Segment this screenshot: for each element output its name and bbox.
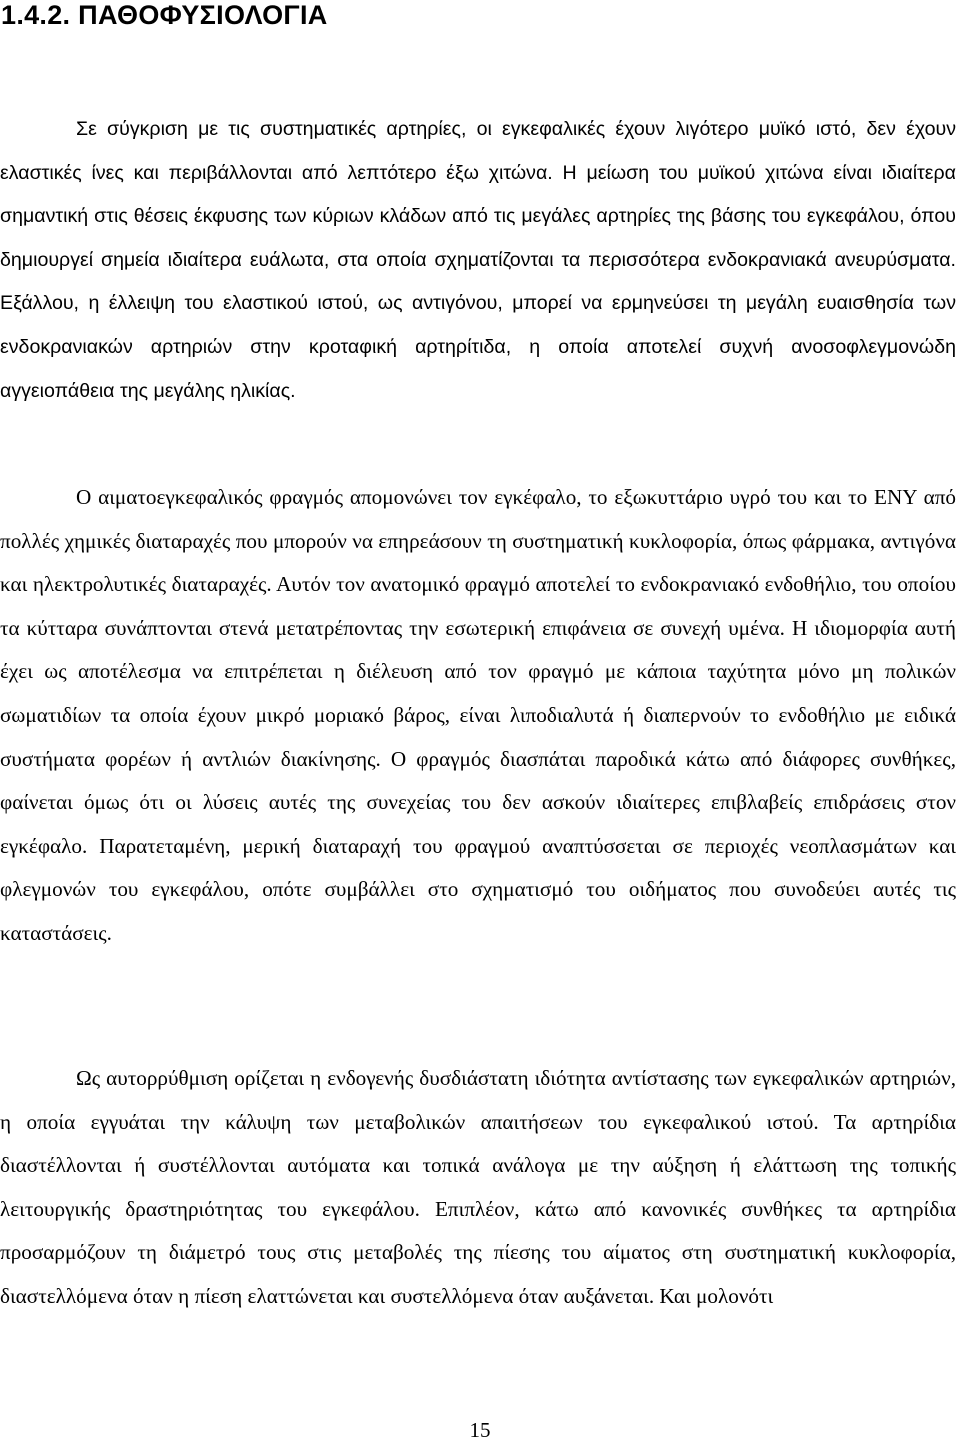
paragraph-cerebral-arteries: Σε σύγκριση με τις συστηματικές αρτηρίες, οι εγκεφαλικές έχουν λιγότερο μυϊκό ιστό, δεν έχουν ελαστικές ίνες και περιβάλλονται από λεπτότερο έξω χιτώνα. Η μείωση του μυϊκού χιτώνα είναι ιδιαίτερα σημαντική στις θέσεις έκφυσης των κύριων κλάδων από τις μεγάλες αρτηρίες της βάσης του εγκεφάλου, όπου δημιουργεί σημεία ιδιαίτερα ευάλωτα, στα οποία σχηματίζονται τα περισσότερα ενδοκρανιακά ανευρύσματα. Εξάλλου, η έλλειψη του ελαστικού ιστού, ως αντιγόνου, μπορεί να ερμηνεύσει τη μεγάλη ευαισθησία των ενδοκρανιακών αρτηριών στην κροταφική αρτηρίτιδα, η οποία αποτελεί συχνή ανοσοφλεγμονώδη αγγειοπάθεια της μεγάλης ηλικίας. (0, 118, 956, 402)
section-heading: 1.4.2. ΠΑΘΟΦΥΣΙΟΛΟΓΙΑ (1, 0, 328, 30)
paragraph-blood-brain-barrier: Ο αιματοεγκεφαλικός φραγμός απομονώνει τον εγκέφαλο, το εξωκυττάριο υγρό του και το ΕΝΥ από πολλές χημικές διαταραχές που μπορούν να επηρεάσουν τη συστηματική κυκλοφορία, όπως φάρμακα, αντιγόνα και ηλεκτρολυτικές διαταραχές. Αυτόν τον ανατομικό φραγμό αποτελεί το ενδοκρανιακό ενδοθήλιο, του οποίου τα κύτταρα συνάπτονται στενά μετατρέποντας την εσωτερική επιφάνεια σε συνεχή υμένα. Η ιδιομορφία αυτή έχει ως αποτέλεσμα να επιτρέπεται η διέλευση από τον φραγμό με κάποια ταχύτητα μόνο μη πολικών σωματιδίων τα οποία έχουν μικρό μοριακό βάρος, είναι λιποδιαλυτά ή διαπερνούν το ενδοθήλιο με ειδικά συστήματα φορέων ή αντλιών διακίνησης. Ο φραγμός διασπάται παροδικά κάτω από διάφορες συνθήκες, φαίνεται όμως ότι οι λύσεις αυτές της συνεχείας του δεν ασκούν ιδιαίτερες επιβλαβείς επιδράσεις στον εγκέφαλο. Παρατεταμένη, μερική διαταραχή του φραγμού αναπτύσσεται σε περιοχές νεοπλασμάτων και φλεγμονών του εγκεφάλου, οπότε συμβάλλει στο σχηματισμό του οιδήματος που συνοδεύει αυτές τις καταστάσεις. (0, 485, 956, 945)
paragraph-block-bbb (0, 476, 956, 956)
page-number: 15 (469, 1418, 491, 1442)
paragraph-autoregulation: Ως αυτορρύθμιση ορίζεται η ενδογενής δυσδιάστατη ιδιότητα αντίστασης των εγκεφαλικών αρτηριών, η οποία εγγυάται την κάλυψη των μεταβολικών απαιτήσεων του εγκεφαλικού ιστού. Τα αρτηρίδια διαστέλλονται ή συστέλλονται αυτόματα και τοπικά ανάλογα με την αύξηση ή ελάττωση της τοπικής λειτουργικής δραστηριότητας του εγκεφάλου. Επιπλέον, κάτω από κανονικές συνθήκες τα αρτηρίδια προσαρμόζουν τη διάμετρό τους στις μεταβολές της πίεσης του αίματος στη συστηματική κυκλοφορία, διαστελλόμενα όταν η πίεση ελαττώνεται και συστελλόμενα όταν αυξάνεται. Και μολονότι (0, 1066, 956, 1308)
paragraph-block-autoregulation (0, 1057, 956, 1319)
paragraph-block-arteries (0, 108, 956, 413)
